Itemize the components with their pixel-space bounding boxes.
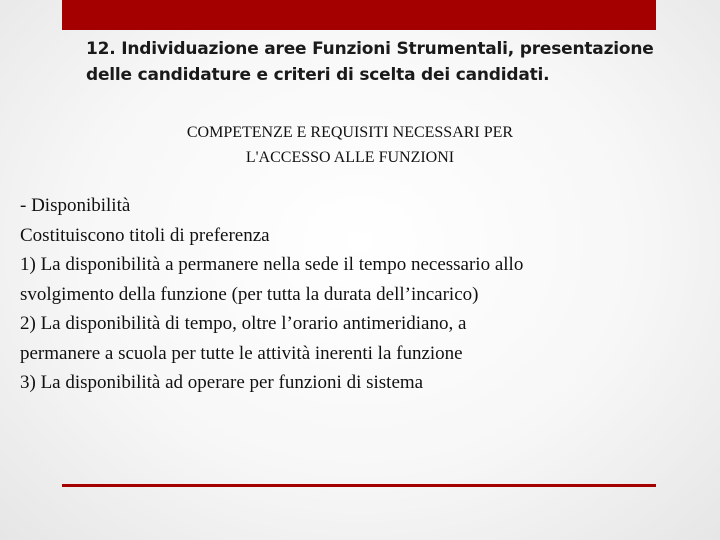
section-subheading <box>90 120 610 170</box>
body-line-item-1-cont: svolgimento della funzione (per tutta la durata dell’incarico) <box>20 283 479 305</box>
subheading-line-1: COMPETENZE E REQUISITI NECESSARI PER <box>186 124 514 141</box>
top-accent-bar <box>62 0 656 30</box>
body-line-item-1: 1) La disponibilità a permanere nella sede il tempo necessario allo <box>20 254 524 275</box>
slide-title-line-2: delle candidature e criteri di scelta dei candidati. <box>86 65 550 85</box>
subheading-line-2: L'ACCESSO ALLE FUNZIONI <box>245 149 455 166</box>
slide-title <box>86 36 654 88</box>
body-line-item-2-cont: permanere a scuola per tutte le attività inerenti la funzione <box>20 342 463 364</box>
body-line-preference-intro: Costituiscono titoli di preferenza <box>20 224 270 246</box>
slide-title-line-1: 12. Individuazione aree Funzioni Strumentali, presentazione <box>86 39 654 59</box>
body-line-availability-heading: - Disponibilità <box>20 195 131 216</box>
body-text <box>20 191 690 398</box>
bottom-accent-rule <box>62 484 656 487</box>
body-line-item-2: 2) La disponibilità di tempo, oltre l’orario antimeridiano, a <box>20 313 467 334</box>
body-line-item-3: 3) La disponibilità ad operare per funzioni di sistema <box>20 372 424 393</box>
